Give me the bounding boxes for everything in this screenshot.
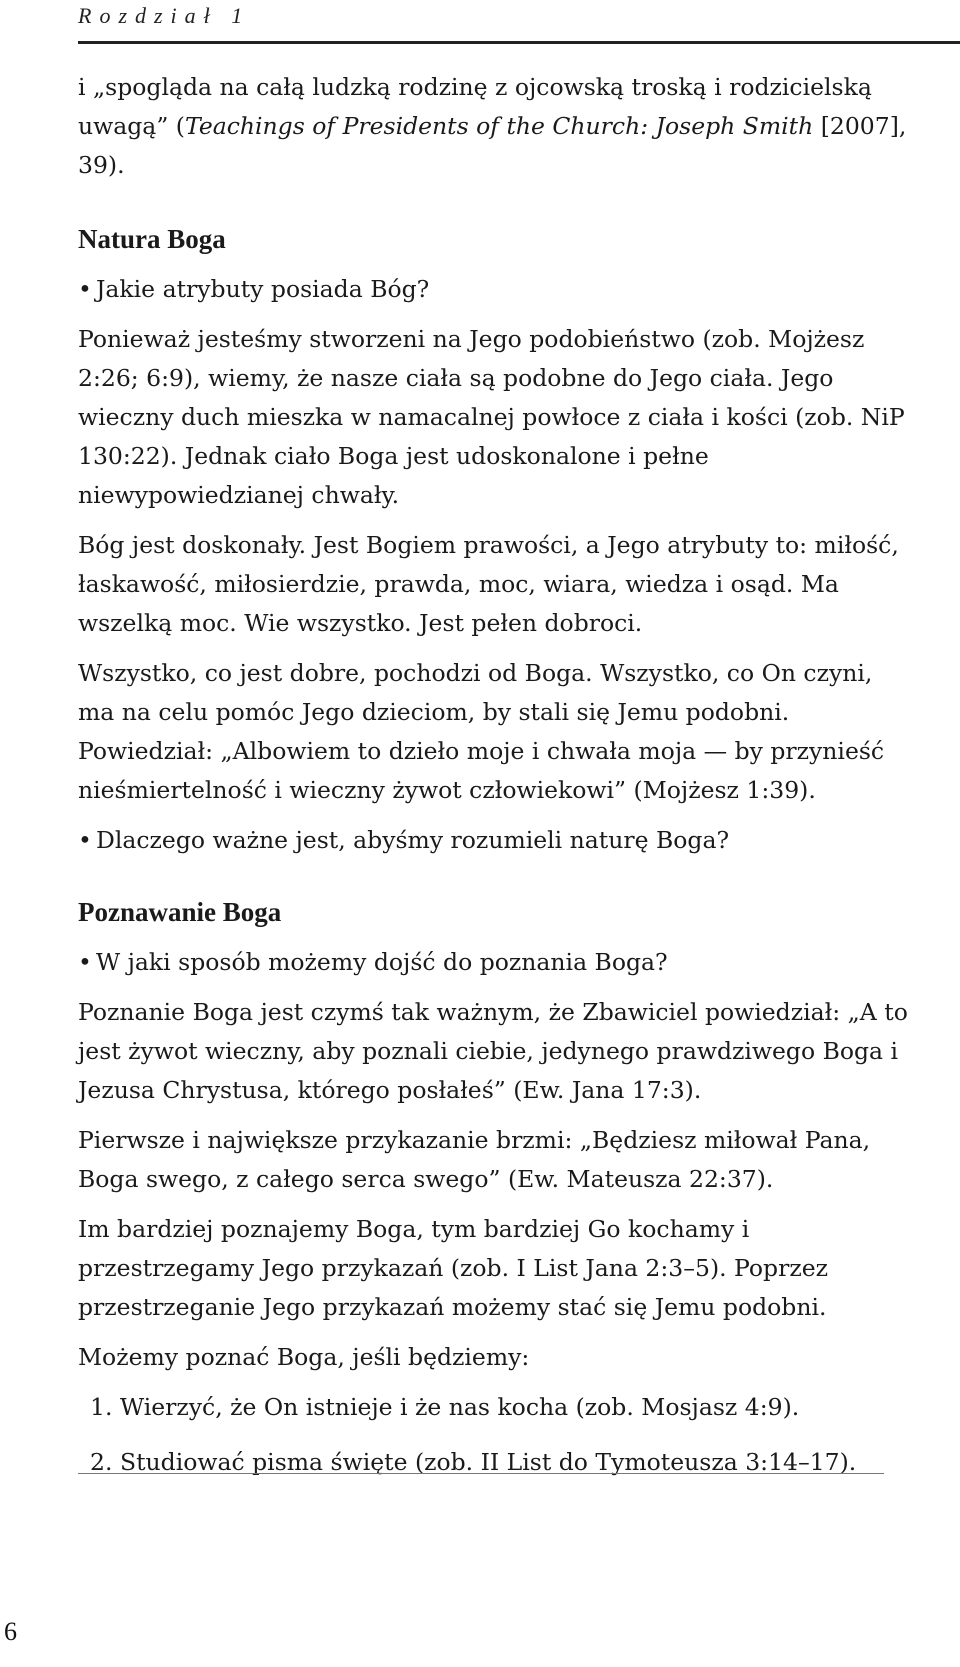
list-item-number: 1. xyxy=(90,1393,113,1421)
page-body xyxy=(78,68,914,1498)
discussion-question xyxy=(78,270,914,309)
list-item-text: Studiować pisma święte (zob. II List do Tymoteusza 3:14–17). xyxy=(120,1448,857,1476)
paragraph: Możemy poznać Boga, jeśli będziemy: xyxy=(78,1343,530,1371)
numbered-list xyxy=(78,1388,914,1482)
discussion-question xyxy=(78,943,914,982)
section-heading-natura-boga: Natura Boga xyxy=(78,224,226,254)
list-item-text: Wierzyć, że On istnieje i że nas kocha (zob. Mosjasz 4:9). xyxy=(120,1393,800,1421)
question-text: Dlaczego ważne jest, abyśmy rozumieli naturę Boga? xyxy=(96,826,730,854)
discussion-question xyxy=(78,821,914,860)
paragraph: Bóg jest doskonały. Jest Bogiem prawości, a Jego atrybuty to: miłość, łaskawość, miłosierdzie, prawda, moc, wiara, wiedza i osąd. Ma wszelką moc. Wie wszystko. Jest pełen dobroci. xyxy=(78,531,899,637)
section-heading-poznawanie-boga: Poznawanie Boga xyxy=(78,897,282,927)
intro-text-after: [2007], 39). xyxy=(78,112,907,179)
paragraph: Poznanie Boga jest czymś tak ważnym, że Zbawiciel powiedział: „A to jest żywot wieczny, aby poznali ciebie, jedynego prawdziwego Boga i Jezusa Chrystusa, którego posłałeś” (Ew. Jana 17:3). xyxy=(78,998,908,1104)
page-number: 6 xyxy=(4,1617,17,1646)
question-text: W jaki sposób możemy dojść do poznania Boga? xyxy=(96,948,668,976)
intro-text-before: i „spogląda na całą ludzką rodzinę z ojcowską troską i rodzicielską uwagą” ( xyxy=(78,73,872,140)
header-rule xyxy=(78,41,960,44)
bullet-icon: • xyxy=(78,948,92,976)
bullet-icon: • xyxy=(78,826,92,854)
paragraph: Ponieważ jesteśmy stworzeni na Jego podobieństwo (zob. Mojżesz 2:26; 6:9), wiemy, że nasze ciała są podobne do Jego ciała. Jego wieczny duch mieszka w namacalnej powłoce z ciała i kości (zob. NiP 130:22). Jednak ciało Boga jest udoskonalone i pełne niewypowiedzianej chwały. xyxy=(78,325,905,509)
question-text: Jakie atrybuty posiada Bóg? xyxy=(96,275,430,303)
paragraph: Pierwsze i największe przykazanie brzmi: „Będziesz miłował Pana, Boga swego, z całego serca swego” (Ew. Mateusza 22:37). xyxy=(78,1126,871,1193)
list-item xyxy=(90,1388,914,1427)
bullet-icon: • xyxy=(78,275,92,303)
intro-citation: Teachings of Presidents of the Church: Joseph Smith xyxy=(184,112,814,140)
paragraph: Im bardziej poznajemy Boga, tym bardziej Go kochamy i przestrzegamy Jego przykazań (zob. I List Jana 2:3–5). Poprzez przestrzeganie Jego przykazań możemy stać się Jemu podobni. xyxy=(78,1215,829,1321)
list-item xyxy=(90,1443,914,1482)
paragraph: Wszystko, co jest dobre, pochodzi od Boga. Wszystko, co On czyni, ma na celu pomóc Jego dzieciom, by stali się Jemu podobni. Powiedział: „Albowiem to dzieło moje i chwała moja — by przynieść nieśmiertelność i wieczny żywot człowiekowi” (Mojżesz 1:39). xyxy=(78,659,885,804)
running-header-chapter-title: Rozdział 1 xyxy=(78,3,251,28)
footer-rule xyxy=(78,1473,884,1474)
intro-paragraph xyxy=(78,68,914,185)
list-item-number: 2. xyxy=(90,1448,113,1476)
